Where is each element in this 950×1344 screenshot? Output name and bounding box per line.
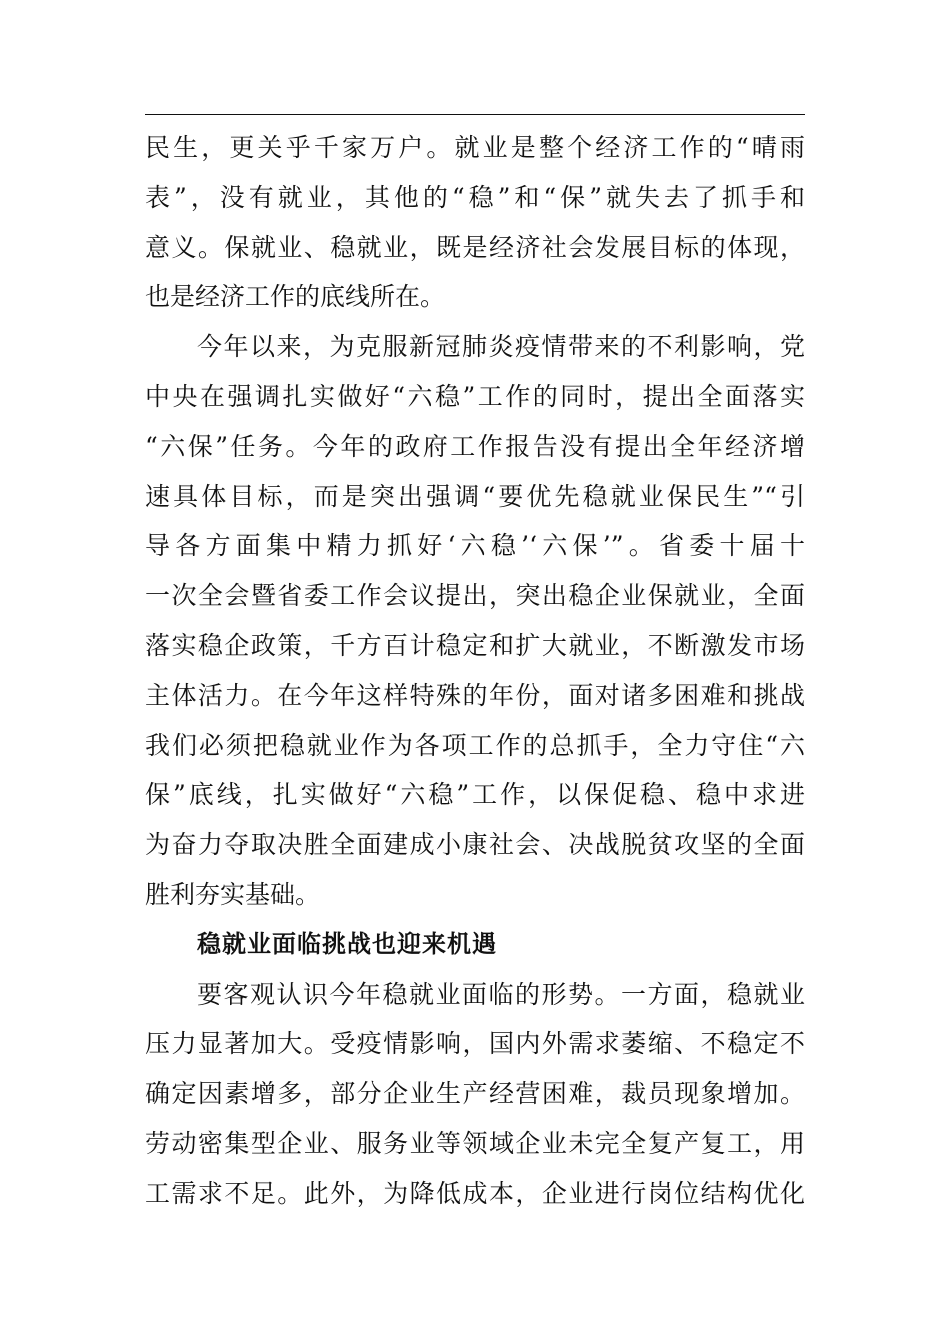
text-line: “六保”任务。今年的政府工作报告没有提出全年经济增 bbox=[145, 431, 805, 461]
paragraph-2 bbox=[145, 322, 805, 920]
paragraph-1 bbox=[145, 123, 805, 322]
text-line: 我们必须把稳就业作为各项工作的总抓手，全力守住“六 bbox=[145, 730, 805, 760]
document-body bbox=[145, 123, 805, 1219]
text-line: 主体活力。在今年这样特殊的年份，面对诸多困难和挑战 bbox=[145, 680, 805, 710]
text-line: 一次全会暨省委工作会议提出，突出稳企业保就业，全面 bbox=[145, 581, 805, 611]
text-line: 速具体目标，而是突出强调“要优先稳就业保民生”“引 bbox=[145, 481, 805, 511]
section-heading: 稳就业面临挑战也迎来机遇 bbox=[197, 929, 497, 958]
text-line: 确定因素增多，部分企业生产经营困难，裁员现象增加。 bbox=[145, 1079, 805, 1109]
text-line: 今年以来，为克服新冠肺炎疫情带来的不利影响，党 bbox=[197, 332, 805, 362]
text-line: 工需求不足。此外，为降低成本，企业进行岗位结构优化 bbox=[145, 1178, 805, 1208]
text-line: 中央在强调扎实做好“六稳”工作的同时，提出全面落实 bbox=[145, 381, 805, 411]
text-line: 民生，更关乎千家万户。就业是整个经济工作的“晴雨 bbox=[145, 133, 805, 162]
text-line: 意义。保就业、稳就业，既是经济社会发展目标的体现， bbox=[145, 232, 805, 262]
paragraph-3 bbox=[145, 970, 805, 1219]
text-line: 劳动密集型企业、服务业等领域企业未完全复产复工，用 bbox=[145, 1128, 805, 1158]
text-line: 要客观认识今年稳就业面临的形势。一方面，稳就业 bbox=[197, 979, 805, 1009]
header-rule bbox=[145, 114, 805, 115]
text-line: 落实稳企政策，千方百计稳定和扩大就业，不断激发市场 bbox=[145, 630, 805, 660]
text-line: 保”底线，扎实做好“六稳”工作，以保促稳、稳中求进 bbox=[145, 780, 805, 810]
text-line: 为奋力夺取决胜全面建成小康社会、决战脱贫攻坚的全面 bbox=[145, 830, 805, 860]
text-line: 导各方面集中精力抓好‘六稳’‘六保’”。省委十届十 bbox=[145, 531, 805, 561]
text-line: 表”，没有就业，其他的“稳”和“保”就失去了抓手和 bbox=[145, 182, 805, 212]
text-line: 压力显著加大。受疫情影响，国内外需求萎缩、不稳定不 bbox=[145, 1029, 805, 1059]
text-line: 也是经济工作的底线所在。 bbox=[145, 282, 446, 312]
text-line: 胜利夯实基础。 bbox=[145, 879, 321, 909]
